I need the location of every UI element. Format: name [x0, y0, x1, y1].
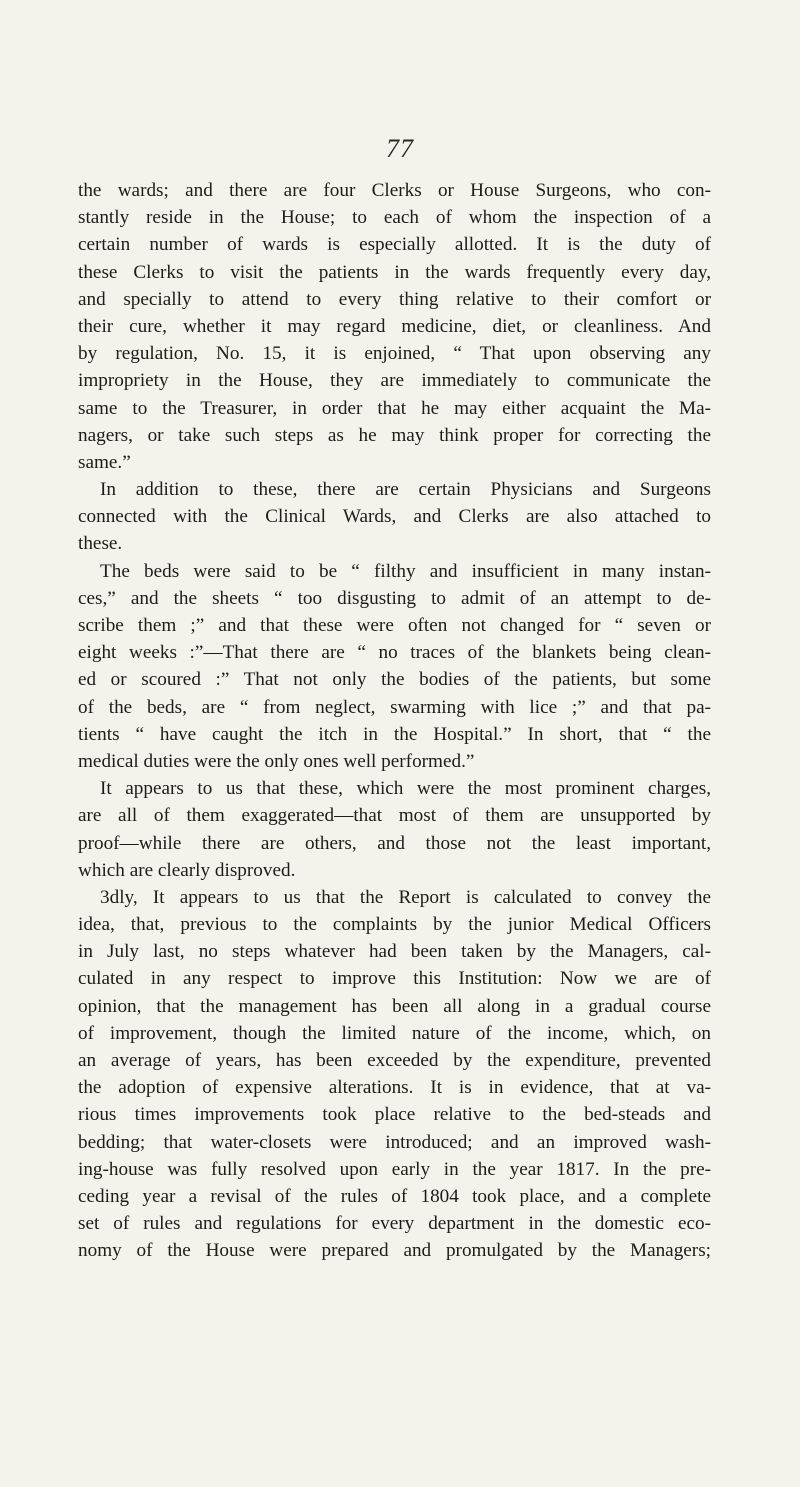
text-line: ed or scoured :” That not only the bodies of the patients, but some — [78, 669, 711, 691]
text-line: The beds were said to be “ filthy and insufficient in many instan- — [100, 560, 711, 582]
text-line: these Clerks to visit the patients in the wards frequently every day, — [78, 261, 711, 283]
text-line: an average of years, has been exceeded by the expenditure, prevented — [78, 1050, 711, 1071]
body-text — [78, 177, 711, 1265]
text-line: stantly reside in the House; to each of whom the inspection of a — [78, 207, 711, 229]
text-line: ces,” and the sheets “ too disgusting to admit of an attempt to de- — [78, 587, 711, 609]
text-line: culated in any respect to improve this Institution: Now we are of — [78, 968, 711, 990]
text-line: by regulation, No. 15, it is enjoined, “ That upon observing any — [78, 343, 711, 365]
text-line: the adoption of expensive alterations. It is in evidence, that at va- — [78, 1077, 711, 1099]
text-line: are all of them exaggerated—that most of them are unsupported by — [78, 805, 711, 827]
text-line: of improvement, though the limited nature of the income, which, on — [78, 1022, 711, 1044]
text-line: rious times improvements took place relative to the bed-steads and — [78, 1104, 711, 1126]
text-line: tients “ have caught the itch in the Hospital.” In short, that “ the — [78, 723, 711, 745]
text-line: idea, that, previous to the complaints by the junior Medical Officers — [78, 914, 711, 936]
text-line: nomy of the House were prepared and promulgated by the Managers; — [78, 1240, 711, 1262]
text-line: bedding; that water-closets were introduced; and an improved wash- — [78, 1131, 711, 1153]
text-line: same.” — [78, 451, 131, 473]
text-line: eight weeks :”—That there are “ no traces of the blankets being clean- — [78, 642, 711, 664]
text-line: these. — [78, 533, 123, 555]
text-line: their cure, whether it may regard medicine, diet, or cleanliness. And — [78, 315, 711, 337]
text-line: ing-house was fully resolved upon early in the year 1817. In the pre- — [78, 1158, 711, 1180]
text-line: the wards; and there are four Clerks or House Surgeons, who con- — [78, 180, 711, 201]
text-line: scribe them ;” and that these were often not changed for “ seven or — [78, 615, 711, 636]
text-line: medical duties were the only ones well performed.” — [78, 750, 475, 772]
text-line: in July last, no steps whatever had been taken by the Managers, cal- — [78, 941, 711, 963]
text-line: nagers, or take such steps as he may think proper for correcting the — [78, 424, 711, 446]
text-line: which are clearly disproved. — [78, 859, 296, 881]
text-line: connected with the Clinical Wards, and Clerks are also attached to — [78, 506, 711, 528]
text-line: opinion, that the management has been all along in a gradual course — [78, 995, 711, 1017]
text-line: 3dly, It appears to us that the Report is calculated to convey the — [100, 886, 711, 908]
text-line: same to the Treasurer, in order that he may either acquaint the Ma- — [78, 397, 711, 419]
text-line: proof—while there are others, and those not the least important, — [78, 832, 711, 854]
page-number: 77 — [386, 134, 414, 163]
text-line: set of rules and regulations for every department in the domestic eco- — [78, 1213, 711, 1235]
text-line: certain number of wards is especially allotted. It is the duty of — [78, 234, 711, 256]
text-line: impropriety in the House, they are immediately to communicate the — [78, 370, 711, 392]
text-line: of the beds, are “ from neglect, swarming with lice ;” and that pa- — [78, 696, 711, 718]
text-line: It appears to us that these, which were the most prominent charges, — [100, 778, 711, 800]
text-line: In addition to these, there are certain Physicians and Surgeons — [100, 479, 711, 501]
text-line: and specially to attend to every thing relative to their comfort or — [78, 288, 711, 310]
text-line: ceding year a revisal of the rules of 1804 took place, and a complete — [78, 1185, 711, 1207]
